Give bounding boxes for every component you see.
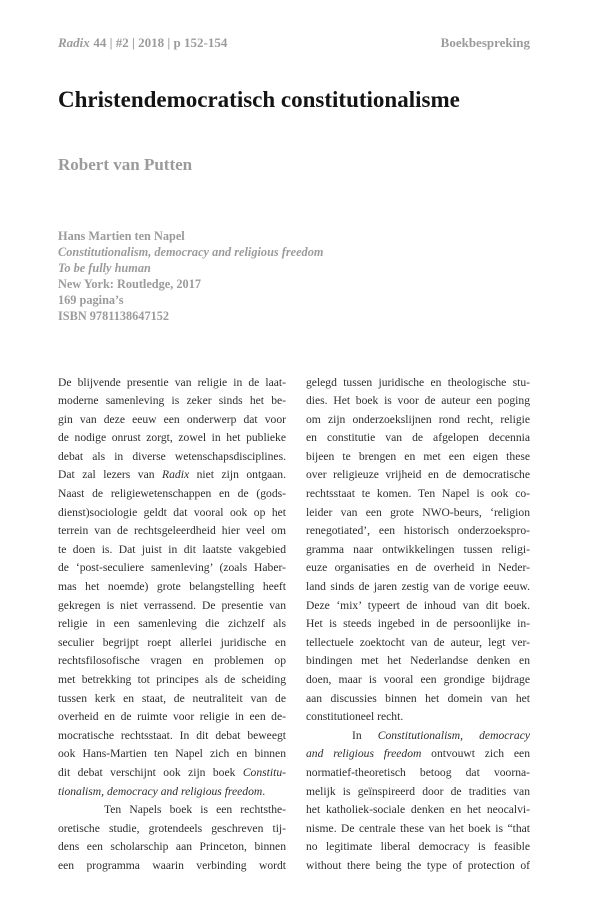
text-run: dies. Het boek is voor de auteur een poging bbox=[306, 394, 530, 408]
text-run: constitutioneel recht. bbox=[306, 710, 404, 724]
text-run: tellectuele zoektocht van de auteur, legt ver- bbox=[306, 635, 530, 649]
text-run: met betrekking tot principes als de scheiding bbox=[58, 673, 286, 686]
text-run: de nodige onrust zorgt, zowel in het publieke bbox=[58, 431, 286, 445]
body-line bbox=[306, 559, 530, 578]
body-line bbox=[306, 783, 530, 802]
book-title: Constitutionalism, democracy and religious freedom bbox=[58, 245, 324, 259]
text-run: tussen kerk en staat, de neutraliteit van de bbox=[58, 691, 286, 705]
body-line bbox=[58, 857, 286, 876]
body-line bbox=[58, 541, 286, 560]
body-line bbox=[58, 559, 286, 578]
text-run: bindingen met het Nederlandse denken en bbox=[306, 654, 530, 668]
body-line bbox=[306, 671, 530, 690]
body-line bbox=[58, 708, 286, 727]
body-line bbox=[58, 838, 286, 857]
text-run: . bbox=[262, 784, 266, 798]
text-run: renegotiated’, een historisch onderzoekspro- bbox=[306, 524, 530, 538]
body-line bbox=[306, 857, 530, 876]
text-run: Constitu- bbox=[242, 765, 286, 779]
text-run: terrein van de rechtsgeleerdheid hier veel om bbox=[58, 524, 286, 538]
text-run: mas het noemde) grote belangstelling heeft bbox=[58, 580, 286, 594]
body-line bbox=[306, 429, 530, 448]
body-column-left bbox=[58, 374, 286, 876]
book-isbn: ISBN 9781138647152 bbox=[58, 309, 170, 323]
body-line bbox=[58, 485, 286, 504]
book-author: Hans Martien ten Napel bbox=[58, 229, 185, 243]
text-run: Dat zal lezers van bbox=[58, 468, 163, 482]
text-run: te doen is. Dat juist in dit laatste vakgebied bbox=[58, 542, 286, 556]
text-run: om zijn onderzoekslijnen rond recht, religie bbox=[306, 412, 530, 426]
text-run: ontvouwt zich een bbox=[421, 747, 530, 761]
body-line bbox=[58, 504, 286, 523]
book-publisher: New York: Routledge, 2017 bbox=[58, 277, 201, 291]
body-column-right bbox=[306, 374, 530, 876]
text-run: en constitutie van de afgelopen decennia bbox=[306, 431, 530, 445]
text-run: niet zijn ontgaan. bbox=[189, 468, 286, 482]
text-run: De blijvende presentie van religie in de laat- bbox=[58, 375, 286, 389]
text-run: moderne samenleving is zeker sinds het be- bbox=[58, 394, 286, 408]
article-author: Robert van Putten bbox=[58, 155, 193, 174]
section-label: Boekbespreking bbox=[440, 35, 530, 50]
body-line bbox=[58, 801, 286, 820]
book-pages: 169 pagina’s bbox=[58, 293, 124, 307]
text-run: bijeen te brengen en met een eigen these bbox=[306, 449, 530, 463]
text-run: ook Hans-Martien ten Napel zich en binnen bbox=[58, 747, 286, 761]
body-line bbox=[58, 745, 286, 764]
text-run: de ‘post-seculiere samenleving’ (zoals Haber- bbox=[58, 561, 286, 575]
text-run: gelegd tussen juridische en theologische stu- bbox=[306, 375, 530, 389]
text-run: no legitimate liberal democracy is feasible bbox=[306, 840, 530, 854]
body-line bbox=[306, 411, 530, 430]
body-line bbox=[306, 374, 530, 393]
text-run: rechtsstaat te komen. Ten Napel is ook co- bbox=[306, 487, 530, 501]
body-line bbox=[306, 392, 530, 411]
text-run: dienst)sociologie geldt dat vooral ook op het bbox=[58, 505, 286, 519]
journal-name: Radix bbox=[58, 35, 90, 50]
body-line bbox=[58, 820, 286, 839]
body-line bbox=[306, 745, 530, 764]
text-run: without there being the type of protection of bbox=[306, 858, 530, 872]
text-run: een programma waarin verbinding wordt bbox=[58, 858, 286, 872]
body-line bbox=[58, 690, 286, 709]
text-run: mocratische rechtsstaat. In dit debat beweegt bbox=[58, 728, 286, 742]
text-run: gin van deze eeuw een onderwerp dat voor bbox=[58, 412, 286, 426]
book-subtitle: To be fully human bbox=[58, 261, 151, 275]
body-line bbox=[58, 671, 286, 690]
text-run: Constitutionalism, democracy bbox=[377, 728, 530, 742]
body-line bbox=[306, 522, 530, 541]
article-title: Christendemocratisch constitutionalisme bbox=[58, 87, 460, 112]
body-line bbox=[58, 429, 286, 448]
text-run: over religieuze vrijheid en de democratische bbox=[306, 468, 530, 482]
body-line bbox=[58, 652, 286, 671]
text-run: tionalism, democracy and religious freedom bbox=[58, 784, 263, 798]
book-details bbox=[58, 228, 323, 324]
body-line bbox=[306, 615, 530, 634]
body-line bbox=[306, 690, 530, 709]
text-run: and religious freedom bbox=[306, 747, 422, 761]
body-line bbox=[58, 597, 286, 616]
text-run: dens een scholarschip aan Princeton, binnen bbox=[58, 840, 286, 854]
text-run: dit debat verschijnt ook zijn boek bbox=[58, 765, 243, 779]
journal-citation bbox=[58, 35, 227, 51]
text-run: debat als in diverse wetenschapsdisciplines. bbox=[58, 449, 286, 463]
body-line bbox=[58, 764, 286, 783]
body-line bbox=[306, 820, 530, 839]
body-line bbox=[306, 801, 530, 820]
body-line bbox=[306, 448, 530, 467]
running-header bbox=[58, 35, 530, 51]
text-run: gekregen is niet verrassend. De presentie van bbox=[58, 598, 286, 612]
text-run: rechtsfilosofische vragen en problemen op bbox=[58, 654, 286, 668]
body-line bbox=[306, 504, 530, 523]
body-line bbox=[306, 838, 530, 857]
body-line bbox=[306, 541, 530, 560]
text-run: leider van een grote NWO-beurs, ‘religion bbox=[306, 505, 530, 519]
text-run: In bbox=[352, 728, 378, 742]
text-run: nisme. De centrale these van het boek is “that bbox=[306, 821, 530, 835]
text-run: Deze ‘mix’ typeert de inhoud van dit boek. bbox=[306, 598, 530, 612]
text-run: euze organisaties en de overheid in Neder- bbox=[306, 561, 530, 575]
body-line bbox=[306, 597, 530, 616]
body-line bbox=[58, 578, 286, 597]
body-line bbox=[58, 466, 286, 485]
body-line bbox=[58, 783, 286, 802]
body-line bbox=[58, 522, 286, 541]
body-line bbox=[306, 466, 530, 485]
text-run: seculier begrijpt roept allerlei juridische en bbox=[58, 635, 286, 649]
body-line bbox=[306, 634, 530, 653]
text-run: het katholiek-sociale denken en het neocalvi- bbox=[306, 803, 530, 817]
text-run: Ten Napels boek is een rechtsthe- bbox=[104, 803, 286, 817]
text-run: normatief-theoretisch betoog dat voorna- bbox=[306, 765, 530, 779]
text-run: Het is steeds ingebed in de persoonlijke in- bbox=[306, 617, 530, 631]
text-run: land sinds de jaren zestig van de vorige eeuw. bbox=[306, 580, 530, 594]
text-run: oretische studie, grotendeels geschreven tij- bbox=[58, 821, 286, 835]
text-run: melijk is geïnspireerd door de tradities van bbox=[306, 784, 530, 798]
body-line bbox=[306, 727, 530, 746]
body-line bbox=[306, 485, 530, 504]
issue-info: 44 | #2 | 2018 | p 152-154 bbox=[93, 35, 228, 50]
text-run: Radix bbox=[162, 468, 190, 482]
body-line bbox=[306, 652, 530, 671]
text-run: Naast de religiewetenschappen en de (gods- bbox=[58, 487, 286, 501]
body-line bbox=[306, 578, 530, 597]
text-run: gramma naar ontwikkelingen tussen religi- bbox=[306, 542, 530, 556]
body-line bbox=[58, 448, 286, 467]
body-line bbox=[58, 615, 286, 634]
text-run: aan discussies binnen het domein van het bbox=[306, 691, 530, 705]
body-line bbox=[58, 634, 286, 653]
body-line bbox=[58, 392, 286, 411]
body-line bbox=[58, 374, 286, 393]
body-line bbox=[306, 764, 530, 783]
body-line bbox=[58, 727, 286, 746]
body-line bbox=[306, 708, 530, 727]
text-run: religie in een samenleving die zichzelf als bbox=[58, 617, 286, 631]
text-run: doen, maar is vooral een grondige bijdrage bbox=[306, 673, 530, 686]
text-run: overheid en de ruimte voor religie in een de- bbox=[58, 710, 286, 724]
body-line bbox=[58, 411, 286, 430]
